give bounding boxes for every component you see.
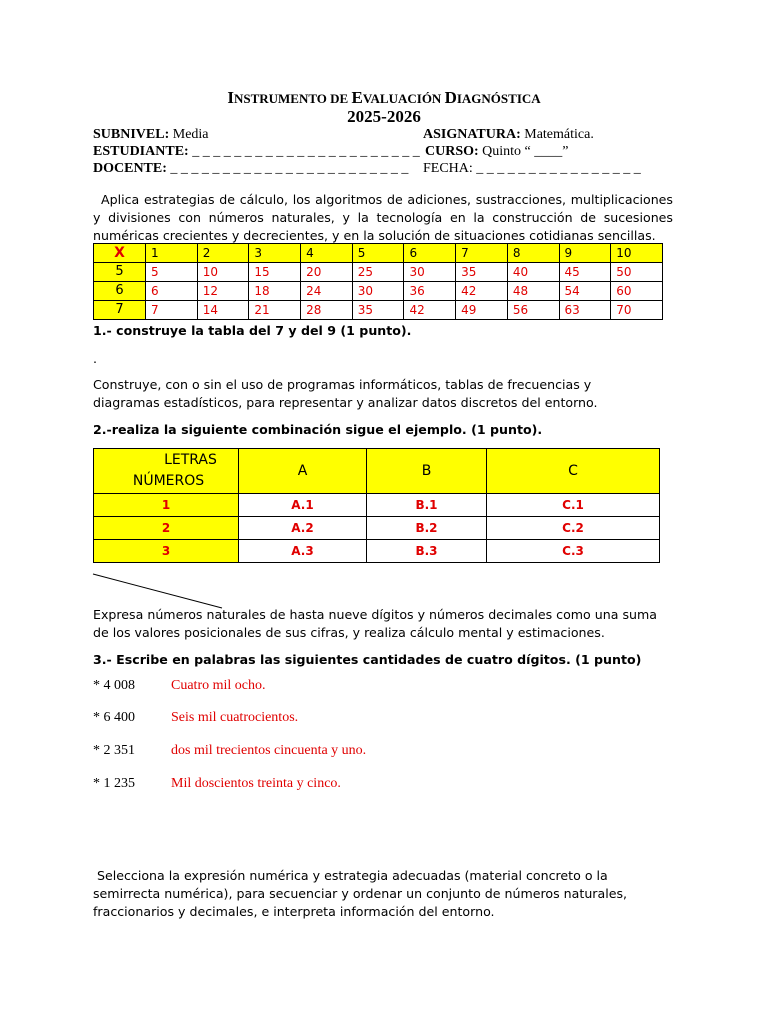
column-header: C bbox=[487, 449, 660, 494]
number-item: * 4 008 bbox=[93, 678, 135, 693]
table-cell: A.3 bbox=[239, 540, 367, 563]
combination-table bbox=[93, 448, 660, 563]
table-cell: 36 bbox=[404, 282, 456, 301]
title-part: NSTRUMENTO DE bbox=[233, 91, 352, 106]
table-cell: 24 bbox=[301, 282, 353, 301]
table-cell: X bbox=[94, 244, 146, 263]
table-cell: 20 bbox=[301, 263, 353, 282]
table-row bbox=[94, 263, 663, 282]
table-cell: 5 bbox=[352, 244, 404, 263]
table-cell: 30 bbox=[404, 263, 456, 282]
skill-paragraph-1: Aplica estrategias de cálculo, los algoritmos de adiciones, sustracciones, multiplicaciones y divisiones con números naturales, y la tecnología en la construcción de sucesiones numéricas crecientes y decrecientes, y en la solución de situaciones cotidianas sencillas. bbox=[93, 192, 673, 243]
row-label: 5 bbox=[94, 263, 146, 282]
table-cell: 42 bbox=[404, 301, 456, 320]
stray-dot: . bbox=[93, 351, 98, 366]
row-label: 1 bbox=[94, 494, 239, 517]
number-item: * 2 351 bbox=[93, 743, 135, 758]
school-year: 2025-2026 bbox=[347, 107, 421, 126]
table-cell: 35 bbox=[456, 263, 508, 282]
corner-cell bbox=[94, 449, 239, 494]
asignatura-label: ASIGNATURA: bbox=[423, 127, 521, 142]
table-cell: 10 bbox=[611, 244, 663, 263]
estudiante-label: ESTUDIANTE: bbox=[93, 144, 189, 159]
fecha-label: FECHA: bbox=[423, 161, 473, 176]
title-part: I bbox=[227, 88, 234, 107]
table-cell: 30 bbox=[352, 282, 404, 301]
row-label: 3 bbox=[94, 540, 239, 563]
answer-text: dos mil trecientos cincuenta y uno. bbox=[171, 743, 367, 758]
answer-text: Cuatro mil ocho. bbox=[171, 678, 266, 693]
document-title bbox=[0, 88, 768, 108]
fecha-field bbox=[423, 160, 641, 177]
answer-text: Mil doscientos treinta y cinco. bbox=[171, 776, 341, 791]
table-cell: 1 bbox=[146, 244, 198, 263]
table-cell: 6 bbox=[404, 244, 456, 263]
table-cell: 25 bbox=[352, 263, 404, 282]
table-cell: C.2 bbox=[487, 517, 660, 540]
table-cell: 54 bbox=[559, 282, 611, 301]
estudiante-field bbox=[93, 143, 420, 160]
question-3: 3.- Escribe en palabras las siguientes cantidades de cuatro dígitos. (1 punto) bbox=[93, 652, 642, 667]
table-cell: 9 bbox=[559, 244, 611, 263]
table-row bbox=[94, 301, 663, 320]
row-label: 2 bbox=[94, 517, 239, 540]
subnivel-field bbox=[93, 126, 209, 143]
table-row bbox=[94, 282, 663, 301]
subnivel-value: Media bbox=[169, 127, 209, 142]
table-cell: 56 bbox=[507, 301, 559, 320]
curso-label: CURSO: bbox=[425, 144, 479, 159]
table-row bbox=[94, 517, 660, 540]
table-row bbox=[94, 540, 660, 563]
asignatura-field bbox=[423, 126, 594, 143]
table-header-row bbox=[94, 449, 660, 494]
title-part: VALUACIÓN bbox=[362, 91, 445, 106]
table-cell: 10 bbox=[197, 263, 249, 282]
table-cell: 35 bbox=[352, 301, 404, 320]
title-part: D bbox=[444, 88, 457, 107]
skill-paragraph-3: Expresa números naturales de hasta nueve dígitos y números decimales como una suma de los valores posicionales de sus cifras, y realiza cálculo mental y estimaciones. bbox=[93, 607, 657, 640]
asignatura-value: Matemática. bbox=[520, 127, 594, 142]
title-part: E bbox=[351, 88, 363, 107]
table-cell: 15 bbox=[249, 263, 301, 282]
table-cell: B.1 bbox=[367, 494, 487, 517]
number-item: * 1 235 bbox=[93, 776, 135, 791]
table-cell: 2 bbox=[197, 244, 249, 263]
table-cell: 18 bbox=[249, 282, 301, 301]
table-cell: 49 bbox=[456, 301, 508, 320]
docente-field bbox=[93, 160, 408, 177]
table-cell: 48 bbox=[507, 282, 559, 301]
question-1: 1.- construye la tabla del 7 y del 9 (1 punto). bbox=[93, 323, 412, 338]
table-cell: 60 bbox=[611, 282, 663, 301]
table-cell: 50 bbox=[611, 263, 663, 282]
row-label: 6 bbox=[94, 282, 146, 301]
curso-field bbox=[425, 143, 569, 160]
column-header: A bbox=[239, 449, 367, 494]
subnivel-label: SUBNIVEL: bbox=[93, 127, 170, 142]
table-cell: 7 bbox=[456, 244, 508, 263]
table-cell: B.3 bbox=[367, 540, 487, 563]
answer-text: Seis mil cuatrocientos. bbox=[171, 710, 299, 725]
table-cell: 3 bbox=[249, 244, 301, 263]
corner-numeros: NÚMEROS bbox=[132, 473, 205, 489]
table-row bbox=[94, 494, 660, 517]
table-cell: C.3 bbox=[487, 540, 660, 563]
table-cell: 4 bbox=[301, 244, 353, 263]
table-cell: 12 bbox=[197, 282, 249, 301]
table-cell: 63 bbox=[559, 301, 611, 320]
table-cell: 8 bbox=[507, 244, 559, 263]
table-cell: 6 bbox=[146, 282, 198, 301]
table-cell: A.2 bbox=[239, 517, 367, 540]
table-cell: 28 bbox=[301, 301, 353, 320]
title-part: IAGNÓSTICA bbox=[456, 91, 541, 106]
table-cell: 42 bbox=[456, 282, 508, 301]
table-cell: 45 bbox=[559, 263, 611, 282]
question-2: 2.-realiza la siguiente combinación sigue el ejemplo. (1 punto). bbox=[93, 422, 543, 437]
table-cell: 40 bbox=[507, 263, 559, 282]
fecha-blank: _ _ _ _ _ _ _ _ _ _ _ _ _ _ _ _ bbox=[472, 161, 641, 176]
curso-value: Quinto “ ____” bbox=[478, 144, 569, 159]
table-cell: B.2 bbox=[367, 517, 487, 540]
table-cell: 5 bbox=[146, 263, 198, 282]
estudiante-blank: _ _ _ _ _ _ _ _ _ _ _ _ _ _ _ _ _ _ _ _ _ _ bbox=[188, 144, 420, 159]
docente-label: DOCENTE: bbox=[93, 161, 167, 176]
table-cell: 14 bbox=[197, 301, 249, 320]
table-cell: C.1 bbox=[487, 494, 660, 517]
table-cell: A.1 bbox=[239, 494, 367, 517]
table-cell: 70 bbox=[611, 301, 663, 320]
table-cell: 21 bbox=[249, 301, 301, 320]
column-header: B bbox=[367, 449, 487, 494]
table-header-row bbox=[94, 244, 663, 263]
row-label: 7 bbox=[94, 301, 146, 320]
table-cell: 7 bbox=[146, 301, 198, 320]
skill-paragraph-4: Selecciona la expresión numérica y estrategia adecuadas (material concreto o la semirrecta numérica), para secuenciar y ordenar un conjunto de números naturales, fraccionarios y decimales, e interpreta información del entorno. bbox=[93, 868, 632, 919]
corner-letras: LETRAS bbox=[164, 452, 217, 468]
docente-blank: _ _ _ _ _ _ _ _ _ _ _ _ _ _ _ _ _ _ _ _ _ _ _ bbox=[166, 161, 409, 176]
skill-paragraph-2: Construye, con o sin el uso de programas informáticos, tablas de frecuencias y diagramas estadísticos, para representar y analizar datos discretos del entorno. bbox=[93, 377, 598, 410]
number-item: * 6 400 bbox=[93, 710, 135, 725]
multiplication-table bbox=[93, 243, 663, 320]
